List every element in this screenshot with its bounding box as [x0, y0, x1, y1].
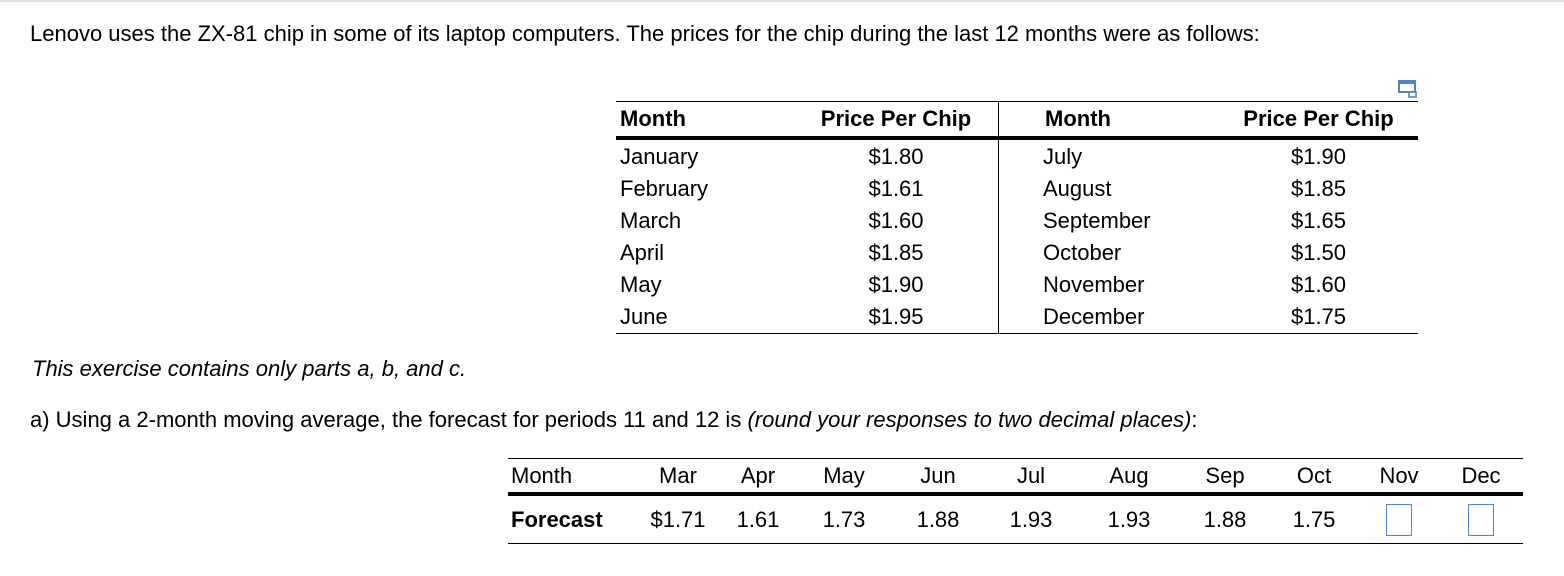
popout-window-icon[interactable]: [1397, 78, 1419, 100]
month-header-apr: Apr: [719, 459, 797, 495]
table-row: [616, 173, 1418, 205]
price-cell: $1.65: [1290, 208, 1347, 233]
forecast-input-nov[interactable]: [1386, 504, 1412, 536]
price-table-header-row: [616, 102, 1418, 139]
price-cell: $1.95: [790, 301, 999, 334]
month-header-may: May: [797, 459, 891, 495]
table-row: [616, 205, 1418, 237]
month-cell: April: [620, 240, 665, 265]
month-cell: October: [1043, 240, 1122, 265]
question-text: a) Using a 2-month moving average, the forecast for periods 11 and 12 is: [30, 407, 748, 432]
month-header-oct: Oct: [1269, 459, 1359, 495]
month-header-nov: Nov: [1359, 459, 1439, 495]
price-cell: $1.75: [1215, 301, 1418, 334]
forecast-value-sep: 1.88: [1181, 494, 1269, 544]
forecast-value-aug: 1.93: [1077, 494, 1181, 544]
month-header-jun: Jun: [891, 459, 985, 495]
chip-price-table: [616, 101, 1418, 334]
month-cell: September: [1043, 208, 1151, 233]
question-suffix: :: [1191, 407, 1198, 432]
col-header-price-2: Price Per Chip: [1215, 102, 1418, 139]
month-header-sep: Sep: [1181, 459, 1269, 495]
price-cell: $1.80: [790, 138, 999, 173]
price-cell: $1.85: [790, 237, 999, 269]
forecast-table: [508, 458, 1523, 544]
col-header-month-2: Month: [999, 102, 1216, 139]
forecast-value-oct: 1.75: [1269, 494, 1359, 544]
forecast-cell-dec: [1439, 494, 1523, 544]
price-cell: $1.90: [1290, 144, 1347, 169]
month-header-dec: Dec: [1439, 459, 1523, 495]
forecast-input-dec[interactable]: [1468, 504, 1494, 536]
forecast-cell-nov: [1359, 494, 1439, 544]
price-cell: $1.90: [790, 269, 999, 301]
month-cell: July: [1043, 144, 1083, 169]
month-cell: February: [620, 176, 709, 201]
forecast-value-jul: 1.93: [985, 494, 1077, 544]
month-cell: January: [620, 144, 699, 169]
forecast-value-row: [508, 494, 1523, 544]
col-header-price-1: Price Per Chip: [790, 102, 999, 139]
col-header-month-1: Month: [616, 102, 790, 139]
top-divider: [0, 0, 1564, 2]
price-cell: $1.60: [1290, 272, 1347, 297]
price-cell: $1.61: [790, 173, 999, 205]
table-row: [616, 269, 1418, 301]
forecast-value-jun: 1.88: [891, 494, 985, 544]
month-header-mar: Mar: [637, 459, 719, 495]
month-cell: May: [620, 272, 662, 297]
month-header-jul: Jul: [985, 459, 1077, 495]
price-cell: $1.85: [1290, 176, 1347, 201]
month-row-label: Month: [508, 459, 637, 495]
forecast-row-label: Forecast: [508, 494, 637, 544]
month-cell: November: [1043, 272, 1145, 297]
month-cell: August: [1043, 176, 1112, 201]
forecast-header-row: [508, 459, 1523, 495]
rounding-hint: (round your responses to two decimal places): [747, 407, 1192, 432]
forecast-value-apr: 1.61: [719, 494, 797, 544]
table-row: [616, 237, 1418, 269]
price-cell: $1.60: [790, 205, 999, 237]
month-cell: March: [620, 208, 682, 233]
intro-text: Lenovo uses the ZX-81 chip in some of its laptop computers. The prices for the chip during the last 12 months were as follows:: [30, 21, 1260, 46]
forecast-value-may: 1.73: [797, 494, 891, 544]
question-a: [30, 407, 1197, 433]
month-cell: December: [999, 301, 1216, 334]
table-row: [616, 138, 1418, 173]
exercise-note: This exercise contains only parts a, b, and c.: [32, 356, 467, 381]
table-row: [616, 301, 1418, 334]
forecast-value-mar: $1.71: [637, 494, 719, 544]
month-cell: June: [616, 301, 790, 334]
month-header-aug: Aug: [1077, 459, 1181, 495]
price-cell: $1.50: [1290, 240, 1347, 265]
